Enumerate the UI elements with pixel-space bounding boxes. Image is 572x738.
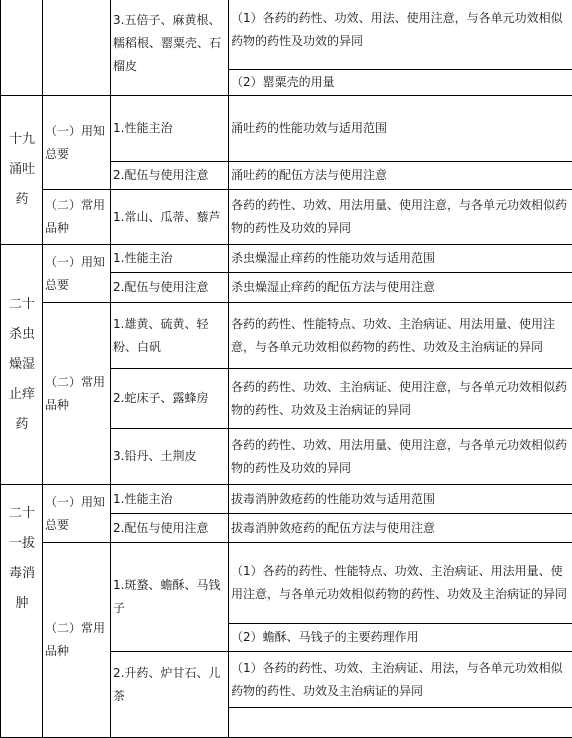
requirement-cell: 各药的药性、功效、主治病证、使用注意，与各单元功效相似药物的药性、功效及主治病证的异同 (229, 369, 572, 429)
table-row (1, 190, 572, 245)
requirement-cell (229, 708, 572, 738)
requirement-cell: 杀虫燥湿止痒药的配伍方法与使用注意 (229, 273, 572, 303)
requirement-cell: （1）各药的药性、功效、主治病证、用法，与各单元功效相似药物的药性、功效及主治病证的异同 (229, 652, 572, 708)
topic-cell: 1.性能主治 (111, 245, 229, 273)
requirement-cell: 各药的药性、功效、用法用量、使用注意，与各单元功效相似药物的药性及功效的异同 (229, 190, 572, 245)
unit-label: （二）常用品种 (43, 303, 111, 485)
requirement-cell: 涌吐药的配伍方法与使用注意 (229, 162, 572, 190)
requirement-cell: 各药的药性、功效、用法用量、使用注意，与各单元功效相似药物的药性及功效的异同 (229, 429, 572, 485)
chapter-label: 十九涌吐药 (1, 96, 43, 245)
unit-label: （一）用知总要 (43, 485, 111, 543)
requirement-cell: 拔毒消肿敛疮药的性能功效与适用范围 (229, 485, 572, 514)
requirement-cell: （1）各药的药性、性能特点、功效、主治病证、用法用量、使用注意，与各单元功效相似药物的药性、功效及主治病证的异同 (229, 543, 572, 624)
table-row (1, 543, 572, 624)
unit-label: （一）用知总要 (43, 96, 111, 190)
topic-cell: 1.雄黄、硫黄、轻粉、白矾 (111, 303, 229, 369)
requirement-cell: （1）各药的药性、功效、用法、使用注意，与各单元功效相似药物的药性及功效的异同 (229, 0, 572, 70)
table-row (1, 485, 572, 514)
unit-label: （一）用知总要 (43, 245, 111, 303)
chapter-label: 二十杀虫燥湿止痒药 (1, 245, 43, 485)
requirement-cell: 各药的药性、性能特点、功效、主治病证、用法用量、使用注意，与各单元功效相似药物的药性、功效及主治病证的异同 (229, 303, 572, 369)
table-row (1, 0, 572, 70)
chapter-cell (1, 0, 43, 96)
topic-cell: 2.蛇床子、露蜂房 (111, 369, 229, 429)
topic-cell: 2.配伍与使用注意 (111, 162, 229, 190)
requirement-cell: （2）罂粟壳的用量 (229, 70, 572, 96)
topic-cell: 3.铅丹、土荆皮 (111, 429, 229, 485)
topic-cell: 1.常山、瓜蒂、藜芦 (111, 190, 229, 245)
topic-cell: 1.斑蝥、蟾酥、马钱子 (111, 543, 229, 652)
requirement-cell: 拔毒消肿敛疮药的配伍方法与使用注意 (229, 514, 572, 543)
topic-cell: 2.配伍与使用注意 (111, 514, 229, 543)
table-row (1, 303, 572, 369)
requirement-cell: （2）蟾酥、马钱子的主要药理作用 (229, 624, 572, 652)
table-row (1, 96, 572, 162)
requirement-cell: 杀虫燥湿止痒药的性能功效与适用范围 (229, 245, 572, 273)
unit-label: （二）常用品种 (43, 543, 111, 738)
table-row (1, 245, 572, 273)
chapter-label: 二十一拔毒消肿 (1, 485, 43, 738)
requirement-cell: 涌吐药的性能功效与适用范围 (229, 96, 572, 162)
topic-cell: 2.配伍与使用注意 (111, 273, 229, 303)
topic-cell: 3.五倍子、麻黄根、糯稻根、罂粟壳、石榴皮 (111, 0, 229, 96)
unit-cell (43, 0, 111, 96)
topic-cell: 2.升药、炉甘石、儿茶 (111, 652, 229, 738)
topic-cell: 1.性能主治 (111, 485, 229, 514)
unit-label: （二）常用品种 (43, 190, 111, 245)
topic-cell: 1.性能主治 (111, 96, 229, 162)
